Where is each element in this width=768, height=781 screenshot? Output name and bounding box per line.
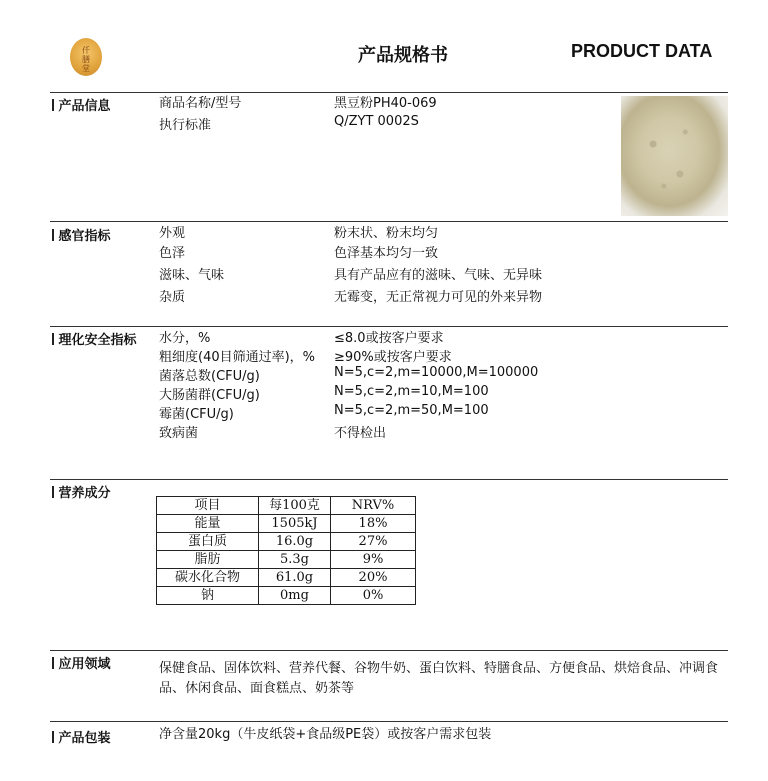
spec-value: N=5,c=2,m=10000,M=100000 <box>334 365 539 380</box>
table-row <box>157 569 416 587</box>
spec-value: 粉末状、粉末均匀 <box>334 226 439 241</box>
table-cell: 能量 <box>157 515 259 533</box>
table-cell: 蛋白质 <box>157 533 259 551</box>
spec-value: N=5,c=2,m=50,M=100 <box>334 403 489 418</box>
section-label-safety: 理化安全指标 <box>52 329 137 348</box>
spec-key: 外观 <box>159 226 186 241</box>
table-row <box>157 515 416 533</box>
spec-value: ≤8.0或按客户要求 <box>334 331 444 346</box>
spec-value: N=5,c=2,m=10,M=100 <box>334 384 489 399</box>
page-title-cn: 产品规格书 <box>358 45 448 66</box>
table-cell: 9% <box>331 551 416 569</box>
section-label-product-info: 产品信息 <box>52 95 111 114</box>
spec-value: 具有产品应有的滋味、气味、无异味 <box>334 268 543 283</box>
table-cell: 0% <box>331 587 416 605</box>
spec-value: 不得检出 <box>334 426 387 441</box>
spec-value: Q/ZYT 0002S <box>334 114 419 129</box>
application-text: 保健食品、固体饮料、营养代餐、谷物牛奶、蛋白饮料、特膳食品、方便食品、烘焙食品、冲调食品、休闲食品、面食糕点、奶茶等 <box>159 661 719 696</box>
table-cell: 16.0g <box>259 533 331 551</box>
table-header-row <box>157 497 416 515</box>
table-cell: 61.0g <box>259 569 331 587</box>
table-cell: 0mg <box>259 587 331 605</box>
table-header-cell: NRV% <box>331 497 416 515</box>
table-row <box>157 551 416 569</box>
packaging-text: 净含量20kg（牛皮纸袋+食品级PE袋）或按客户需求包装 <box>159 727 492 742</box>
table-cell: 碳水化合物 <box>157 569 259 587</box>
divider <box>50 479 728 480</box>
spec-key: 水分，% <box>159 331 211 346</box>
spec-key: 商品名称/型号 <box>159 96 242 111</box>
spec-value: 色泽基本均匀一致 <box>334 246 439 261</box>
spec-key: 大肠菌群(CFU/g) <box>159 388 260 403</box>
table-cell: 5.3g <box>259 551 331 569</box>
divider <box>50 650 728 651</box>
spec-value: 无霉变，无正常视力可见的外来异物 <box>334 290 543 305</box>
section-label-nutrition: 营养成分 <box>52 482 111 501</box>
spec-value: 黑豆粉PH40-069 <box>334 96 437 111</box>
spec-key: 色泽 <box>159 246 186 261</box>
spec-key: 霉菌(CFU/g) <box>159 407 234 422</box>
table-row <box>157 587 416 605</box>
brand-logo <box>70 38 102 76</box>
table-row <box>157 533 416 551</box>
table-cell: 钠 <box>157 587 259 605</box>
spec-value: ≥90%或按客户要求 <box>334 350 452 365</box>
spec-key: 滋味、气味 <box>159 268 225 283</box>
spec-key: 致病菌 <box>159 426 199 441</box>
spec-key: 菌落总数(CFU/g) <box>159 369 260 384</box>
table-cell: 1505kJ <box>259 515 331 533</box>
table-header-cell: 每100克 <box>259 497 331 515</box>
table-cell: 脂肪 <box>157 551 259 569</box>
section-label-sensory: 感官指标 <box>52 225 111 244</box>
table-cell: 27% <box>331 533 416 551</box>
section-label-packaging: 产品包装 <box>52 727 111 746</box>
section-label-application: 应用领域 <box>52 653 111 672</box>
page-title-en: PRODUCT DATA <box>571 41 713 61</box>
spec-key: 杂质 <box>159 290 186 305</box>
spec-key: 粗细度(40目筛通过率)，% <box>159 350 316 365</box>
divider <box>50 721 728 722</box>
brand-logo-text: 仟 膳 堂 <box>82 46 90 73</box>
table-header-cell: 项目 <box>157 497 259 515</box>
table-cell: 20% <box>331 569 416 587</box>
table-cell: 18% <box>331 515 416 533</box>
product-photo <box>621 96 728 216</box>
nutrition-table <box>156 496 416 605</box>
spec-key: 执行标准 <box>159 118 212 133</box>
